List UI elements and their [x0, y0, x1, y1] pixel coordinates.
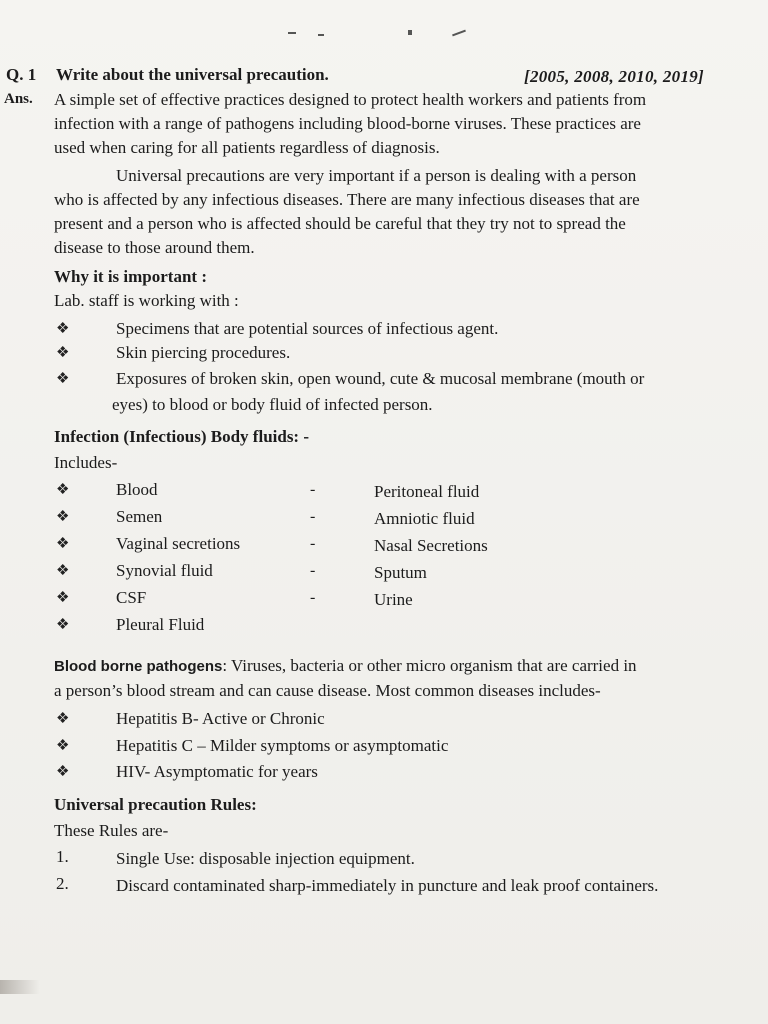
- rule-number: 2.: [56, 874, 69, 893]
- body-fluids-intro: Includes-: [54, 453, 118, 472]
- separator-dash: -: [310, 589, 316, 606]
- answer-label: Ans.: [4, 91, 33, 107]
- blood-borne-term: Blood borne pathogens: [54, 658, 223, 675]
- scan-mark: [452, 30, 466, 37]
- body-fluids-heading: Infection (Infectious) Body fluids: -: [54, 427, 310, 446]
- separator-dash: -: [310, 535, 316, 552]
- blood-borne-definition: : Viruses, bacteria or other micro organism that are carried in: [222, 656, 637, 675]
- answer-paragraph2-line1: Universal precautions are very important if a person is dealing with a person: [116, 166, 637, 185]
- blood-borne-definition-line1: [54, 655, 744, 678]
- answer-paragraph2-line2: who is affected by any infectious diseases. There are many infectious diseases that are: [54, 190, 640, 209]
- blood-borne-definition-line2: a person’s blood stream and can cause disease. Most common diseases includes-: [54, 681, 601, 700]
- bullet-icon: ❖: [56, 482, 70, 498]
- bullet-icon: ❖: [56, 764, 70, 780]
- why-important-heading: Why it is important :: [54, 267, 207, 286]
- bullet-icon: ❖: [56, 738, 70, 754]
- scan-shadow: [0, 980, 40, 994]
- body-fluid-left: Semen: [116, 507, 163, 526]
- bullet-icon: ❖: [56, 509, 70, 525]
- answer-paragraph1-line1: A simple set of effective practices designed to protect health workers and patients from: [54, 90, 647, 109]
- bullet-icon: ❖: [56, 321, 70, 337]
- rule-text: Discard contaminated sharp-immediately in puncture and leak proof containers.: [116, 876, 659, 895]
- question-years: [2005, 2008, 2010, 2019]: [524, 67, 705, 86]
- blood-borne-item: HIV- Asymptomatic for years: [116, 762, 318, 781]
- why-important-item-continuation: eyes) to blood or body fluid of infected person.: [112, 395, 433, 414]
- body-fluid-right: Peritoneal fluid: [374, 482, 480, 501]
- body-fluid-left: Pleural Fluid: [116, 615, 205, 634]
- body-fluid-left: Synovial fluid: [116, 561, 213, 580]
- body-fluid-right: Urine: [374, 590, 413, 609]
- answer-paragraph1-line2: infection with a range of pathogens including blood-borne viruses. These practices are: [54, 114, 641, 133]
- answer-paragraph2-line4: disease to those around them.: [54, 238, 255, 257]
- separator-dash: -: [310, 508, 316, 525]
- rules-intro: These Rules are-: [54, 821, 169, 840]
- body-fluid-left: CSF: [116, 588, 147, 607]
- separator-dash: -: [310, 481, 316, 498]
- question-number: Q. 1: [6, 65, 37, 84]
- why-important-intro: Lab. staff is working with :: [54, 291, 239, 310]
- answer-paragraph2-line3: present and a person who is affected should be careful that they try not to spread the: [54, 214, 626, 233]
- body-fluid-right: Sputum: [374, 563, 427, 582]
- rule-text: Single Use: disposable injection equipment.: [116, 849, 415, 868]
- question-title: Write about the universal precaution.: [56, 65, 329, 84]
- answer-paragraph1-line3: used when caring for all patients regardless of diagnosis.: [54, 138, 440, 157]
- body-fluid-left: Vaginal secretions: [116, 534, 241, 553]
- bullet-icon: ❖: [56, 617, 70, 633]
- scan-mark: [288, 32, 296, 34]
- scan-mark: [318, 34, 324, 36]
- bullet-icon: ❖: [56, 711, 70, 727]
- bullet-icon: ❖: [56, 371, 70, 387]
- bullet-icon: ❖: [56, 536, 70, 552]
- body-fluid-left: Blood: [116, 480, 158, 499]
- rule-number: 1.: [56, 847, 69, 866]
- blood-borne-item: Hepatitis B- Active or Chronic: [116, 709, 325, 728]
- separator-dash: -: [310, 562, 316, 579]
- rules-heading: Universal precaution Rules:: [54, 795, 257, 814]
- bullet-icon: ❖: [56, 563, 70, 579]
- bullet-icon: ❖: [56, 590, 70, 606]
- body-fluid-right: Amniotic fluid: [374, 509, 475, 528]
- bullet-icon: ❖: [56, 345, 70, 361]
- scan-mark: [408, 30, 412, 35]
- why-important-item: Exposures of broken skin, open wound, cute & mucosal membrane (mouth or: [116, 369, 645, 388]
- body-fluid-right: Nasal Secretions: [374, 536, 488, 555]
- why-important-item: Specimens that are potential sources of infectious agent.: [116, 319, 499, 338]
- blood-borne-item: Hepatitis C – Milder symptoms or asymptomatic: [116, 736, 449, 755]
- why-important-item: Skin piercing procedures.: [116, 343, 291, 362]
